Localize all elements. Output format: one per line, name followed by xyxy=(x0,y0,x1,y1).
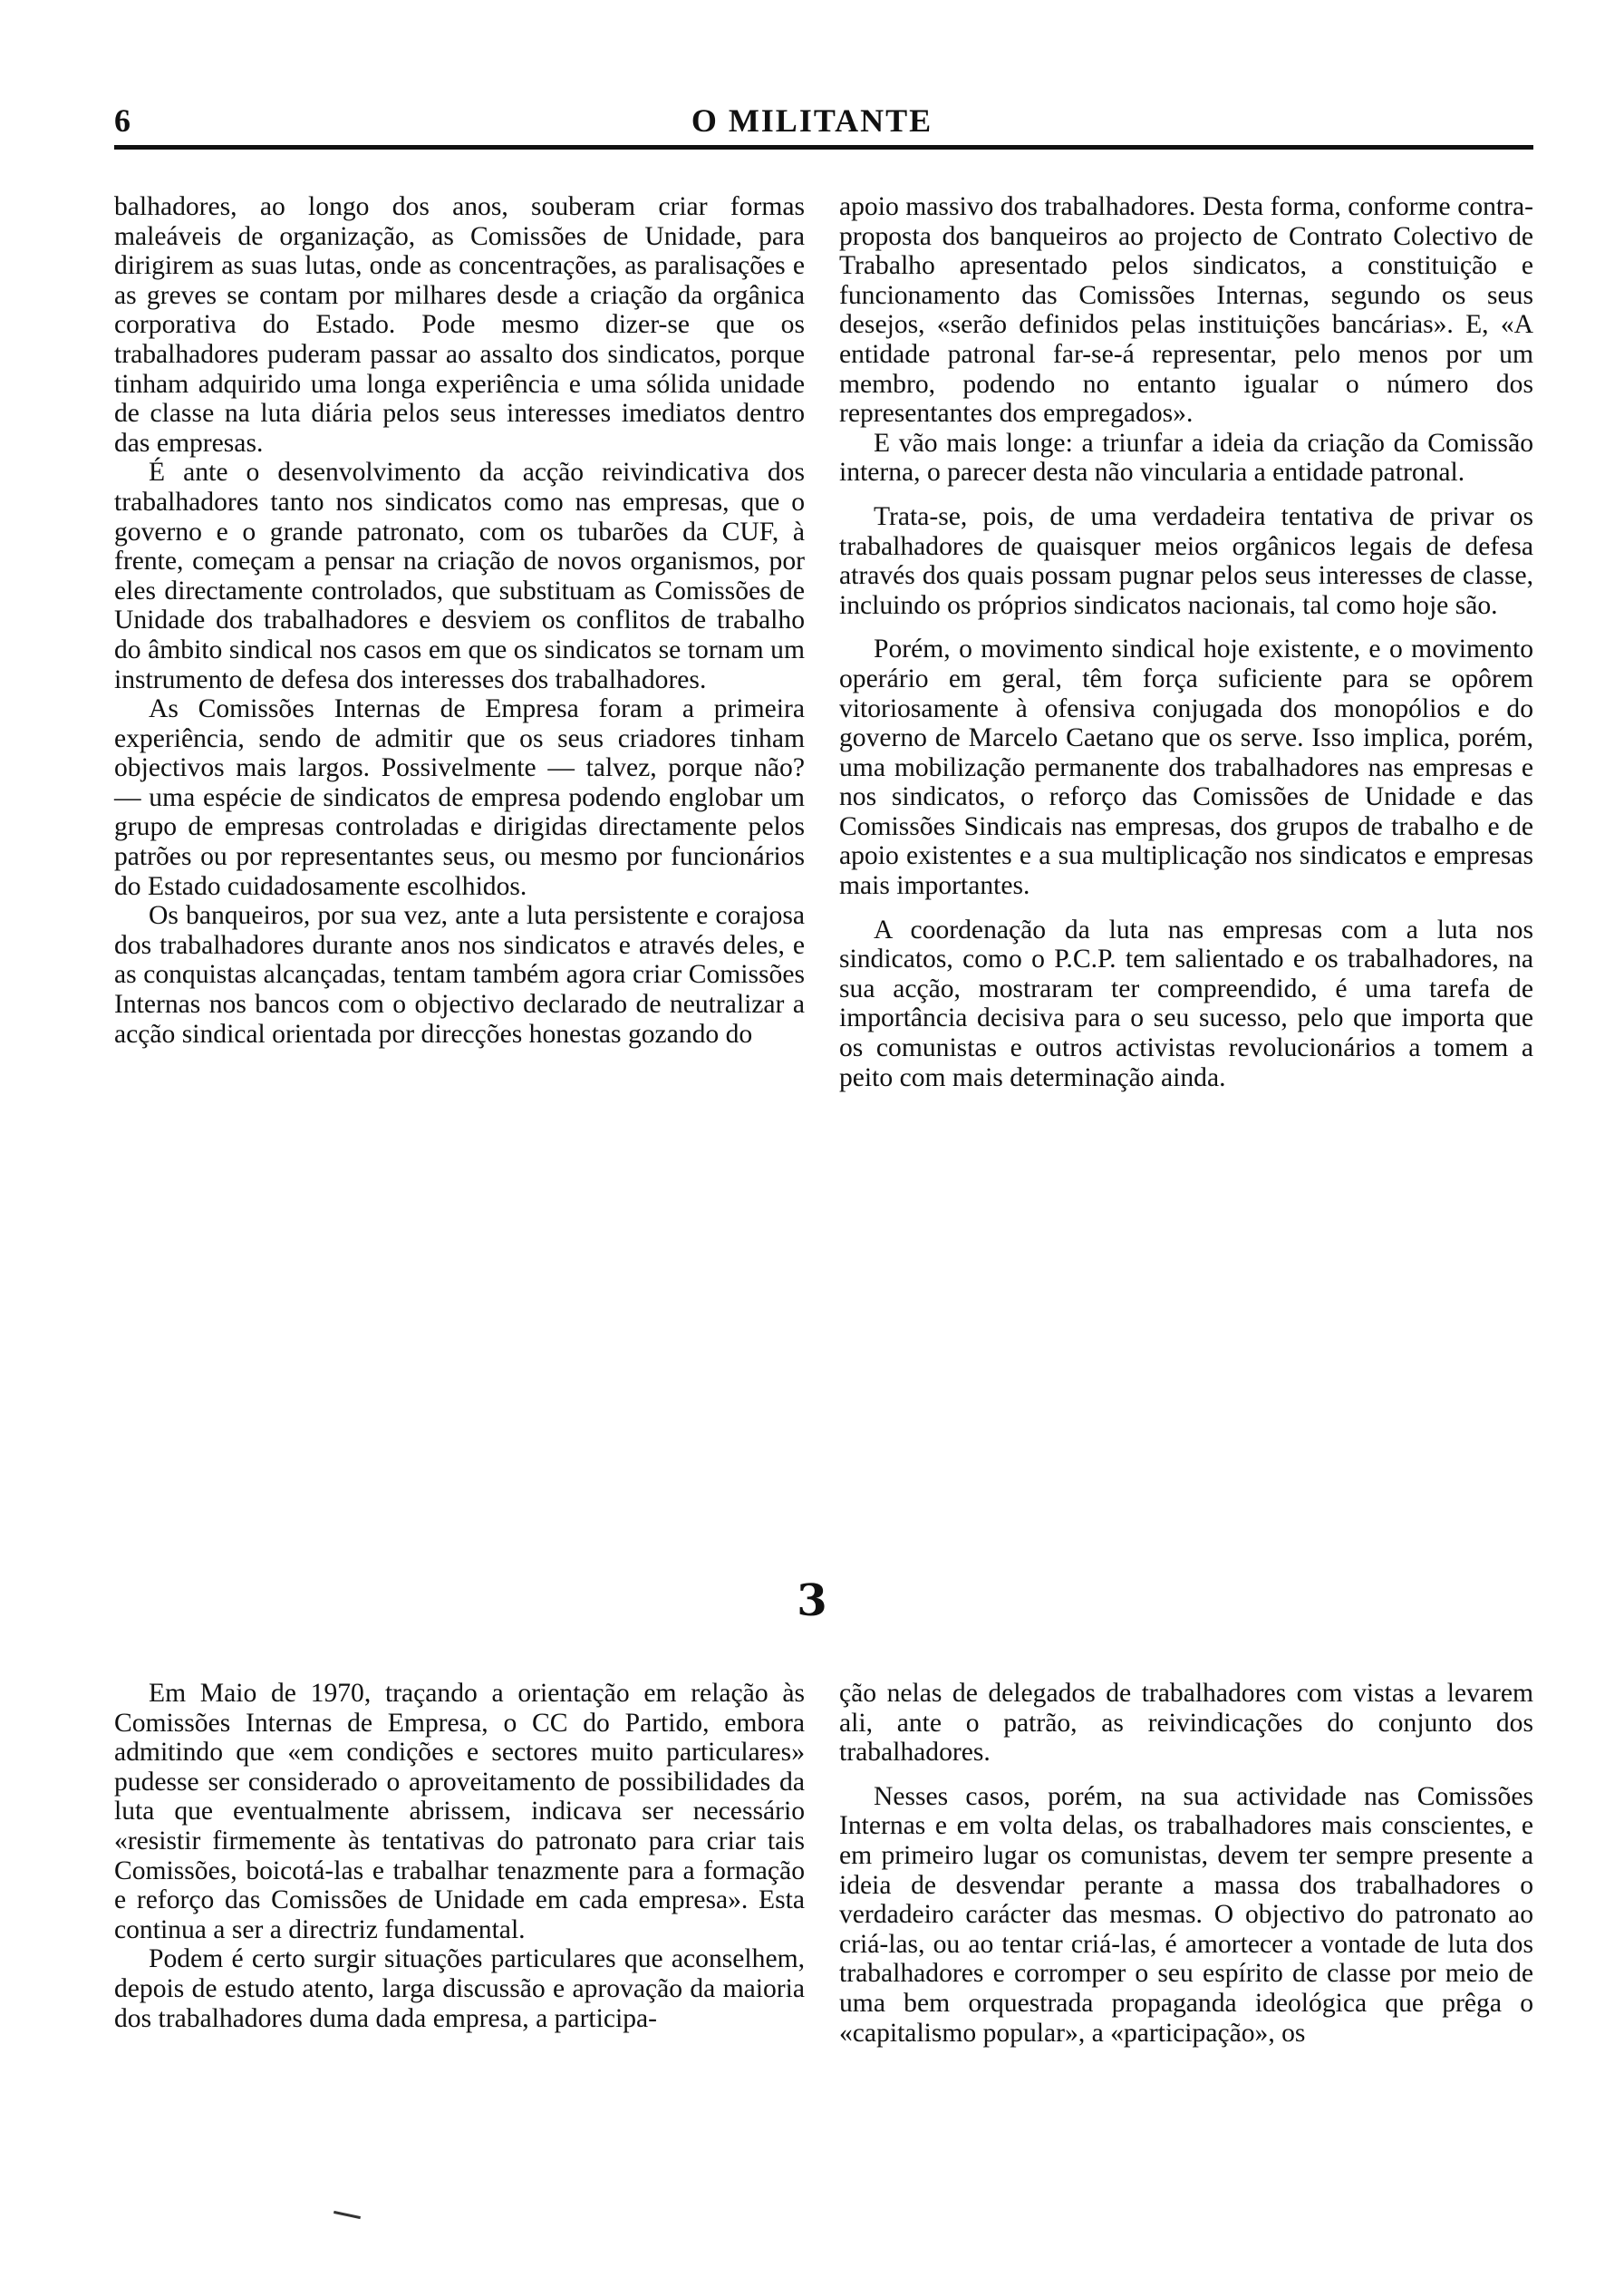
paragraph: balhadores, ao longo dos anos, souberam criar formas maleáveis de organização, as Comissões de Unidade, para dirigirem as suas lutas, onde as concentrações, as paralisações e as greves se contam por milhares desde a criação da orgânica corporativa do Estado. Pode mesmo dizer-se que os trabalhadores puderam passar ao assalto dos sindicatos, porque tinham adquirido uma longa experiência e uma sólida unidade de classe na luta diária pelos seus interesses imediatos dentro das empresas. xyxy=(114,192,805,458)
page-title: O MILITANTE xyxy=(691,102,933,139)
page-number: 6 xyxy=(114,102,130,139)
paragraph: E vão mais longe: a triunfar a ideia da criação da Comissão interna, o parecer desta não vincularia a entidade patronal. xyxy=(839,428,1533,488)
paragraph: Em Maio de 1970, traçando a orientação em relação às Comissões Internas de Empresa, o CC do Partido, embora admitindo que «em condições e sectores muito particulares» pudesse ser considerado o aproveitamento de possibilidades da luta que eventualmente abrissem, indicava ser necessário «resistir firmemente às tentativas do patronato para criar tais Comissões, boicotá-las e trabalhar tenazmente para a formação e reforço das Comissões de Unidade em cada empresa». Esta continua a ser a directriz fundamental. xyxy=(114,1679,805,1944)
lower-right-column xyxy=(839,1679,1533,2048)
upper-left-column xyxy=(114,192,805,1049)
paragraph: ção nelas de delegados de trabalhadores com vistas a levarem ali, ante o patrão, as reivindicações do conjunto dos trabalhadores. xyxy=(839,1679,1533,1768)
paragraph: Trata-se, pois, de uma verdadeira tentativa de privar os trabalhadores de quaisquer meios orgânicos legais de defesa através dos quais possam pugnar pelos seus interesses de classe, incluindo os próprios sindicatos nacionais, tal como hoje são. xyxy=(839,501,1533,620)
paragraph: A coordenação da luta nas empresas com a luta nos sindicatos, como o P.C.P. tem salientado e os trabalhadores, na sua acção, mostraram ter compreendido, é uma tarefa de importância decisiva para o seu sucesso, pelo que importa que os comunistas e outros activistas revolucionários a tomem a peito com mais determinação ainda. xyxy=(839,915,1533,1092)
paragraph: É ante o desenvolvimento da acção reivindicativa dos trabalhadores tanto nos sindicatos como nas empresas, que o governo e o grande patronato, com os tubarões da CUF, à frente, começam a pensar na criação de novos organismos, por eles directamente controlados, que substituam as Comissões de Unidade dos trabalhadores e desviem os conflitos de trabalho do âmbito sindical nos casos em que os sindicatos se tornam um instrumento de defesa dos interesses dos trabalhadores. xyxy=(114,458,805,694)
lower-left-column xyxy=(114,1679,805,2033)
header-rule xyxy=(114,145,1533,150)
paragraph: Podem é certo surgir situações particulares que aconselhem, depois de estudo atento, larga discussão e aprovação da maioria dos trabalhadores duma dada empresa, a participa- xyxy=(114,1944,805,2033)
section-number: 3 xyxy=(797,1575,827,1626)
upper-right-column xyxy=(839,192,1533,1092)
footer-mark xyxy=(334,2211,361,2219)
paragraph: Porém, o movimento sindical hoje existente, e o movimento operário em geral, têm força suficiente para se opôrem vitoriosamente à ofensiva conjugada dos monopólios e do governo de Marcelo Caetano que os serve. Isso implica, porém, uma mobilização permanente dos trabalhadores nas empresas e nos sindicatos, o reforço das Comissões de Unidade e das Comissões Sindicais nas empresas, dos grupos de trabalho e de apoio existentes e a sua multiplicação nos sindicatos e empresas mais importantes. xyxy=(839,635,1533,901)
paragraph: Nesses casos, porém, na sua actividade nas Comissões Internas e em volta delas, os trabalhadores mais conscientes, e em primeiro lugar os comunistas, devem ter sempre presente a ideia de desvendar perante a massa dos trabalhadores o verdadeiro carácter das mesmas. O objectivo do patronato ao criá-las, ou ao tentar criá-las, é amortecer a vontade de luta dos trabalhadores e corromper o seu espírito de classe por meio de uma bem orquestrada propaganda ideológica que prêga o «capitalismo popular», a «participação», os xyxy=(839,1781,1533,2048)
paragraph: apoio massivo dos trabalhadores. Desta forma, conforme contra-proposta dos banqueiros ao projecto de Contrato Colectivo de Trabalho apresentado pelos sindicatos, a constituição e funcionamento das Comissões Internas, segundo os seus desejos, «serão definidos pelas instituições bancárias». E, «A entidade patronal far-se-á representar, pelo menos por um membro, podendo no entanto igualar o número dos representantes dos empregados». xyxy=(839,192,1533,429)
paragraph: As Comissões Internas de Empresa foram a primeira experiência, sendo de admitir que os seus criadores tinham objectivos mais largos. Possivelmente — talvez, porque não? — uma espécie de sindicatos de empresa podendo englobar um grupo de empresas controladas e dirigidas directamente pelos patrões ou por representantes seus, ou mesmo por funcionários do Estado cuidadosamente escolhidos. xyxy=(114,694,805,901)
paragraph: Os banqueiros, por sua vez, ante a luta persistente e corajosa dos trabalhadores durante anos nos sindicatos e através deles, e as conquistas alcançadas, tentam também agora criar Comissões Internas nos bancos com o objectivo declarado de neutralizar a acção sindical orientada por direcções honestas gozando do xyxy=(114,901,805,1049)
